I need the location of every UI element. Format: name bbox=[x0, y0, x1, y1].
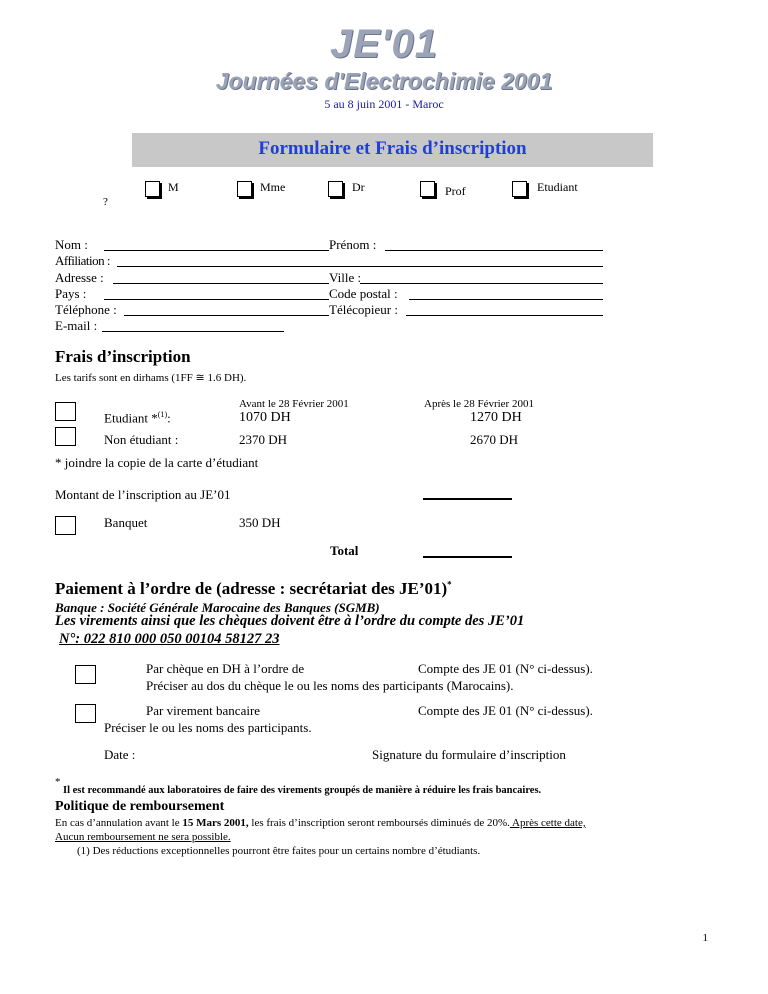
amount-label: Montant de l’inscription au JE’01 bbox=[55, 487, 231, 502]
email-label: E-mail : bbox=[55, 318, 98, 333]
title-label-dr: Dr bbox=[352, 180, 365, 194]
banquet-price: 350 DH bbox=[239, 515, 281, 530]
pays-label: Pays : bbox=[55, 286, 87, 301]
refund-text: En cas d’annulation avant le 15 Mars 2001, les frais d’inscription seront remboursés diminués de 20%. Après cette date, bbox=[55, 817, 586, 829]
telecopieur-label: Télécopieur : bbox=[329, 302, 398, 317]
virement-checkbox[interactable] bbox=[75, 704, 96, 723]
email-field[interactable] bbox=[102, 331, 284, 332]
affiliation-field[interactable] bbox=[117, 266, 603, 267]
payment-heading: Paiement à l’ordre de (adresse : secrétariat des JE’01)* bbox=[55, 579, 452, 598]
nonstudent-checkbox[interactable] bbox=[55, 427, 76, 446]
title-label-m: M bbox=[168, 180, 179, 194]
adresse-label: Adresse : bbox=[55, 270, 104, 285]
rate-note: Les tarifs sont en dirhams (1FF ≅ 1.6 DH). bbox=[55, 372, 247, 384]
signature-label: Signature du formulaire d’inscription bbox=[372, 747, 566, 762]
refund-note-1: (1) Des réductions exceptionnelles pourront être faites pour un certains nombre d’étudiants. bbox=[77, 845, 481, 857]
nom-field[interactable] bbox=[104, 250, 329, 251]
nom-label: Nom : bbox=[55, 237, 88, 252]
logo-title: JE'01 bbox=[330, 22, 438, 66]
cheque-label: Par chèque en DH à l’ordre de bbox=[146, 661, 305, 676]
title-checkbox-etudiant[interactable] bbox=[512, 181, 527, 197]
ville-label: Ville : bbox=[329, 270, 362, 285]
cheque-note: Préciser au dos du chèque le ou les noms des participants (Marocains). bbox=[146, 678, 514, 693]
prenom-label: Prénom : bbox=[329, 237, 377, 252]
cheque-account: Compte des JE 01 (N° ci-dessus). bbox=[418, 661, 593, 676]
amount-field[interactable] bbox=[423, 498, 512, 500]
title-checkbox-m[interactable] bbox=[145, 181, 160, 197]
refund-no-refund: Aucun remboursement ne sera possible. bbox=[55, 831, 231, 843]
title-label-mme: Mme bbox=[260, 180, 286, 194]
title-label-prof: Prof bbox=[445, 184, 466, 198]
refund-heading: Politique de remboursement bbox=[55, 799, 225, 814]
virement-label: Par virement bancaire bbox=[146, 703, 261, 718]
logo-subtitle: Journées d'Electrochimie 2001 bbox=[215, 68, 553, 94]
cheque-checkbox[interactable] bbox=[75, 665, 96, 684]
code-postal-label: Code postal : bbox=[329, 286, 398, 301]
affiliation-label: Affiliation : bbox=[55, 253, 111, 268]
banquet-checkbox[interactable] bbox=[55, 516, 76, 535]
total-field[interactable] bbox=[423, 556, 512, 558]
question-mark: ? bbox=[103, 196, 108, 208]
col-before-header: Avant le 28 Février 2001 bbox=[239, 398, 349, 410]
title-checkbox-mme[interactable] bbox=[237, 181, 252, 197]
student-price-before: 1070 DH bbox=[239, 410, 291, 425]
footnote-star: * bbox=[55, 776, 61, 788]
date-label: Date : bbox=[104, 747, 136, 762]
nonstudent-price-after: 2670 DH bbox=[470, 432, 519, 447]
account-number: N°: 022 810 000 050 00104 58127 23 bbox=[59, 631, 280, 647]
telephone-label: Téléphone : bbox=[55, 302, 117, 317]
transfer-note: Les virements ainsi que les chèques doivent être à l’ordre du compte des JE’01 bbox=[55, 613, 525, 629]
event-dates: 5 au 8 juin 2001 - Maroc bbox=[324, 97, 444, 111]
student-label: Etudiant *$^{(1)}$: bbox=[104, 410, 171, 426]
pays-field[interactable] bbox=[104, 299, 329, 300]
footnote-text: Il est recommandé aux laboratoires de faire des virements groupés de manière à réduire les frais bancaires. bbox=[63, 785, 542, 796]
title-label-etudiant: Etudiant bbox=[537, 180, 578, 194]
telephone-field[interactable] bbox=[124, 315, 329, 316]
adresse-field[interactable] bbox=[113, 283, 329, 284]
virement-account: Compte des JE 01 (N° ci-dessus). bbox=[418, 703, 593, 718]
student-card-note: * joindre la copie de la carte d’étudiant bbox=[55, 455, 259, 470]
code-postal-field[interactable] bbox=[409, 299, 603, 300]
student-checkbox[interactable] bbox=[55, 402, 76, 421]
bank-name: Banque : Société Générale Marocaine des Banques (SGMB) bbox=[55, 600, 380, 615]
telecopieur-field[interactable] bbox=[406, 315, 603, 316]
title-checkbox-prof[interactable] bbox=[420, 181, 435, 197]
page-number: 1 bbox=[702, 932, 708, 944]
fees-heading: Frais d’inscription bbox=[55, 347, 191, 366]
total-label: Total bbox=[330, 543, 359, 558]
title-checkbox-dr[interactable] bbox=[328, 181, 343, 197]
ville-field[interactable] bbox=[360, 283, 603, 284]
col-after-header: Après le 28 Février 2001 bbox=[424, 398, 534, 410]
nonstudent-price-before: 2370 DH bbox=[239, 432, 288, 447]
student-price-after: 1270 DH bbox=[470, 410, 522, 425]
nonstudent-label: Non étudiant : bbox=[104, 432, 179, 447]
form-title: Formulaire et Frais d’inscription bbox=[258, 138, 527, 159]
banquet-label: Banquet bbox=[104, 515, 148, 530]
virement-note: Préciser le ou les noms des participants. bbox=[104, 720, 312, 735]
prenom-field[interactable] bbox=[385, 250, 603, 251]
